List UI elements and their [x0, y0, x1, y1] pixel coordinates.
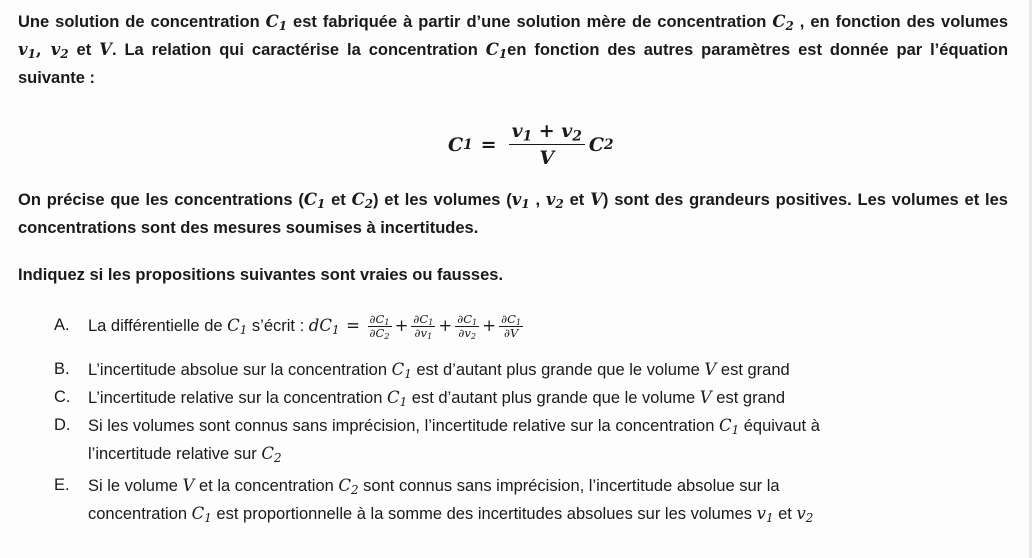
text: et: [68, 41, 100, 59]
math-c1: $C_1$: [265, 12, 288, 33]
fraction: $\frac{v_1 + v_2}{V}$: [509, 120, 585, 169]
text: en fonction des autres paramètres est donnée par l’équation suivante :: [18, 41, 1009, 87]
main-equation: C 1 = $\frac{v_1 + v_2}{V}$ C 2: [448, 120, 614, 169]
math-v1-v2: $v_1$, $v_2$: [18, 40, 69, 61]
question-prompt: Indiquez si les propositions suivantes sont vraies ou fausses.: [18, 266, 504, 284]
fraction: $\frac{\partial C_1}{\partial v_1}$: [413, 312, 434, 342]
intro-paragraph: [18, 8, 1008, 92]
hypothesis-paragraph: On précise que les concentrations ($C_1$ et $C_2$) et les volumes ($v_1$ , $v_2$ et V) sont des grandeurs positives. Les volumes et les concentrations sont des mesures soumises à incertitudes.: [18, 190, 1008, 237]
exercise-page: Une solution de concentration $C_1$ est fabriquée à partir d’une solution mère de concentration $C_2$ , en fonction des volumes $v_1$, $v_2$ et V. La relation qui caractérise la concentration $C_1en$ fonction des autres paramètres est donnée par l’équation suivante : C 1 = $\frac{v_1 + v_2}{V}$ C 2 On précise que les concentrations ($C_1$ et $C_2$) et les volumes ($v_1$ , $v_2$ et V) sont des grandeurs positives. Les volumes et les concentrations sont des mesures soumises à incertitudes. Indiquez si les propositions suivantes sont vraies ou fausses. A. La différentielle de $C_1$ s’écrit : $dC_1$ = $\frac{\partial C_1}{\partial C_2}$ + $\frac{\partial C_1}{\partial v_1}$ + $\frac{\partial C_1}{\partial v_2}$ + $\frac{\partial C_1}{\partial V}$ B. L’incertitude absolue sur la concentration $C_1$ est d’autant plus grande que le volume V est grand C. L’incertitude relative sur la concentration $C_1$ est d’autant plus grande que le volume V est grand D. Si les volumes sont connus sans imprécision, l’incertitude relative sur la concentration $C_1$ équivaut à l’incertitude relative sur $C_2$ E. Si le volume V et la concentration $C_2$ sont connus sans imprécision, l’incertitude absolue sur la concentration $C_1$ est proportionnelle à la somme des incertitudes absolues sur les volumes $v_1$ et $v_2$: [18, 8, 1008, 92]
math-c1: $C_1$: [485, 40, 508, 61]
text: , en fonction des volumes: [793, 13, 1008, 31]
math-c2: $C_2$: [772, 12, 794, 33]
fraction: $\frac{\partial C_1}{\partial C_2}$: [369, 312, 390, 342]
fraction: $\frac{\partial C_1}{\partial v_2}$: [457, 312, 478, 342]
fraction: $\frac{\partial C_1}{\partial V}$: [501, 312, 522, 341]
text: Une solution de concentration: [18, 13, 266, 31]
text: est fabriquée à partir d’une solution mère de concentration: [287, 13, 773, 31]
text: . La relation qui caractérise la concentration: [111, 41, 486, 59]
math-V: V: [99, 40, 112, 59]
